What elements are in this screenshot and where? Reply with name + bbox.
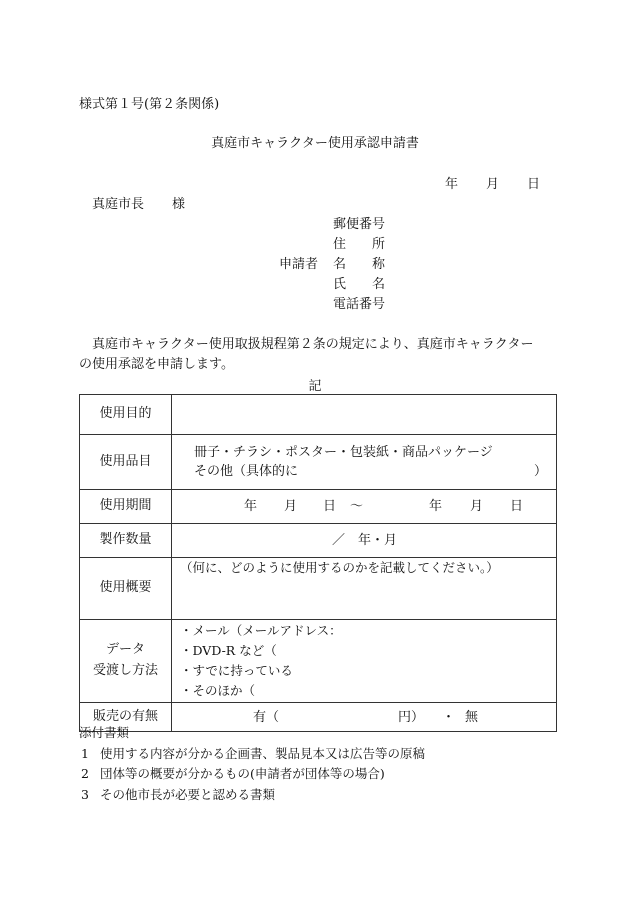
period-tilde: ～: [350, 499, 364, 514]
postal-code-label: 郵便番号: [333, 217, 386, 232]
delivery-label: [80, 620, 172, 703]
summary-cell[interactable]: [172, 558, 557, 620]
addressee-honorific: 様: [172, 197, 186, 212]
date-day: 日: [527, 177, 541, 192]
quantity-slash: ／: [332, 533, 346, 548]
items-other-close: ）: [534, 464, 548, 479]
period-end-day: 日: [510, 499, 524, 514]
items-cell: [172, 435, 557, 490]
sales-label: 販売の有無: [80, 703, 172, 732]
quantity-unit: 年・月: [358, 533, 398, 548]
purpose-label: 使用目的: [80, 395, 172, 435]
purpose-input[interactable]: [172, 395, 557, 435]
quantity-label: 製作数量: [80, 524, 172, 558]
period-start-day: 日: [323, 499, 337, 514]
row-items: [80, 435, 557, 490]
attachment-text-2: 団体等の概要が分かるもの(申請者が団体等の場合): [100, 766, 385, 781]
period-start-year: 年: [244, 499, 258, 514]
items-other-label[interactable]: その他（具体的に: [194, 464, 299, 479]
row-sales: [80, 703, 557, 732]
delivery-option-other[interactable]: ・そのほか（: [180, 683, 256, 698]
period-end-year: 年: [429, 499, 443, 514]
intro-line-2: の使用承認を申請します。: [79, 357, 234, 372]
quantity-cell[interactable]: [172, 524, 557, 558]
document-title: 真庭市キャラクター使用承認申請書: [211, 136, 419, 151]
org-name-label-second: 称: [372, 257, 386, 272]
date-month: 月: [486, 177, 500, 192]
address-label-second: 所: [372, 237, 386, 252]
ki-heading: 記: [308, 379, 322, 394]
delivery-label-line-1: データ: [105, 642, 145, 658]
delivery-option-dvd[interactable]: ・DVD-R など（: [180, 643, 277, 658]
row-period: [80, 490, 557, 524]
row-summary: [80, 558, 557, 620]
form-number: 様式第１号(第２条関係): [79, 97, 220, 112]
row-purpose: [80, 395, 557, 435]
date-year: 年: [445, 177, 459, 192]
period-start-month: 月: [284, 499, 298, 514]
period-end-month: 月: [470, 499, 484, 514]
delivery-label-line-2: 受渡し方法: [92, 663, 158, 678]
items-label: 使用品目: [80, 435, 172, 490]
attachment-number-1: 1: [81, 746, 89, 761]
delivery-cell: [172, 620, 557, 703]
sales-yen: 円）: [398, 710, 425, 725]
attachment-text-3: その他市長が必要と認める書類: [100, 787, 276, 802]
summary-note: （何に、どのように使用するのかを記載してください。）: [180, 560, 499, 575]
period-label: 使用期間: [80, 490, 172, 524]
attachments-heading: 添付書類: [79, 725, 130, 740]
sales-yes[interactable]: 有（: [253, 710, 280, 725]
period-cell[interactable]: [172, 490, 557, 524]
application-table: [79, 394, 557, 732]
person-name-label-second: 名: [372, 277, 386, 292]
sales-no[interactable]: 無: [465, 710, 479, 725]
intro-line-1: 真庭市キャラクター使用取扱規程第２条の規定により、真庭市キャラクター: [92, 337, 534, 352]
person-name-label-first: 氏: [333, 277, 347, 292]
row-delivery: [80, 620, 557, 703]
delivery-option-email[interactable]: ・メール（メールアドレス：: [180, 623, 342, 638]
sales-separator-dot: ・: [442, 710, 456, 725]
sales-cell: [172, 703, 557, 732]
org-name-label-first: 名: [333, 257, 347, 272]
phone-number-label: 電話番号: [333, 297, 386, 312]
addressee-name: 真庭市長: [92, 197, 145, 212]
applicant-label: 申請者: [279, 257, 319, 272]
summary-label: 使用概要: [80, 558, 172, 620]
delivery-option-already-have[interactable]: ・すでに持っている: [180, 663, 293, 678]
attachment-number-2: 2: [81, 766, 89, 781]
address-label-first: 住: [333, 237, 347, 252]
attachment-text-1: 使用する内容が分かる企画書、製品見本又は広告等の原稿: [100, 746, 426, 761]
row-quantity: [80, 524, 557, 558]
items-options-line[interactable]: 冊子・チラシ・ポスター・包装紙・商品パッケージ: [194, 445, 493, 460]
attachment-number-3: 3: [81, 787, 89, 802]
